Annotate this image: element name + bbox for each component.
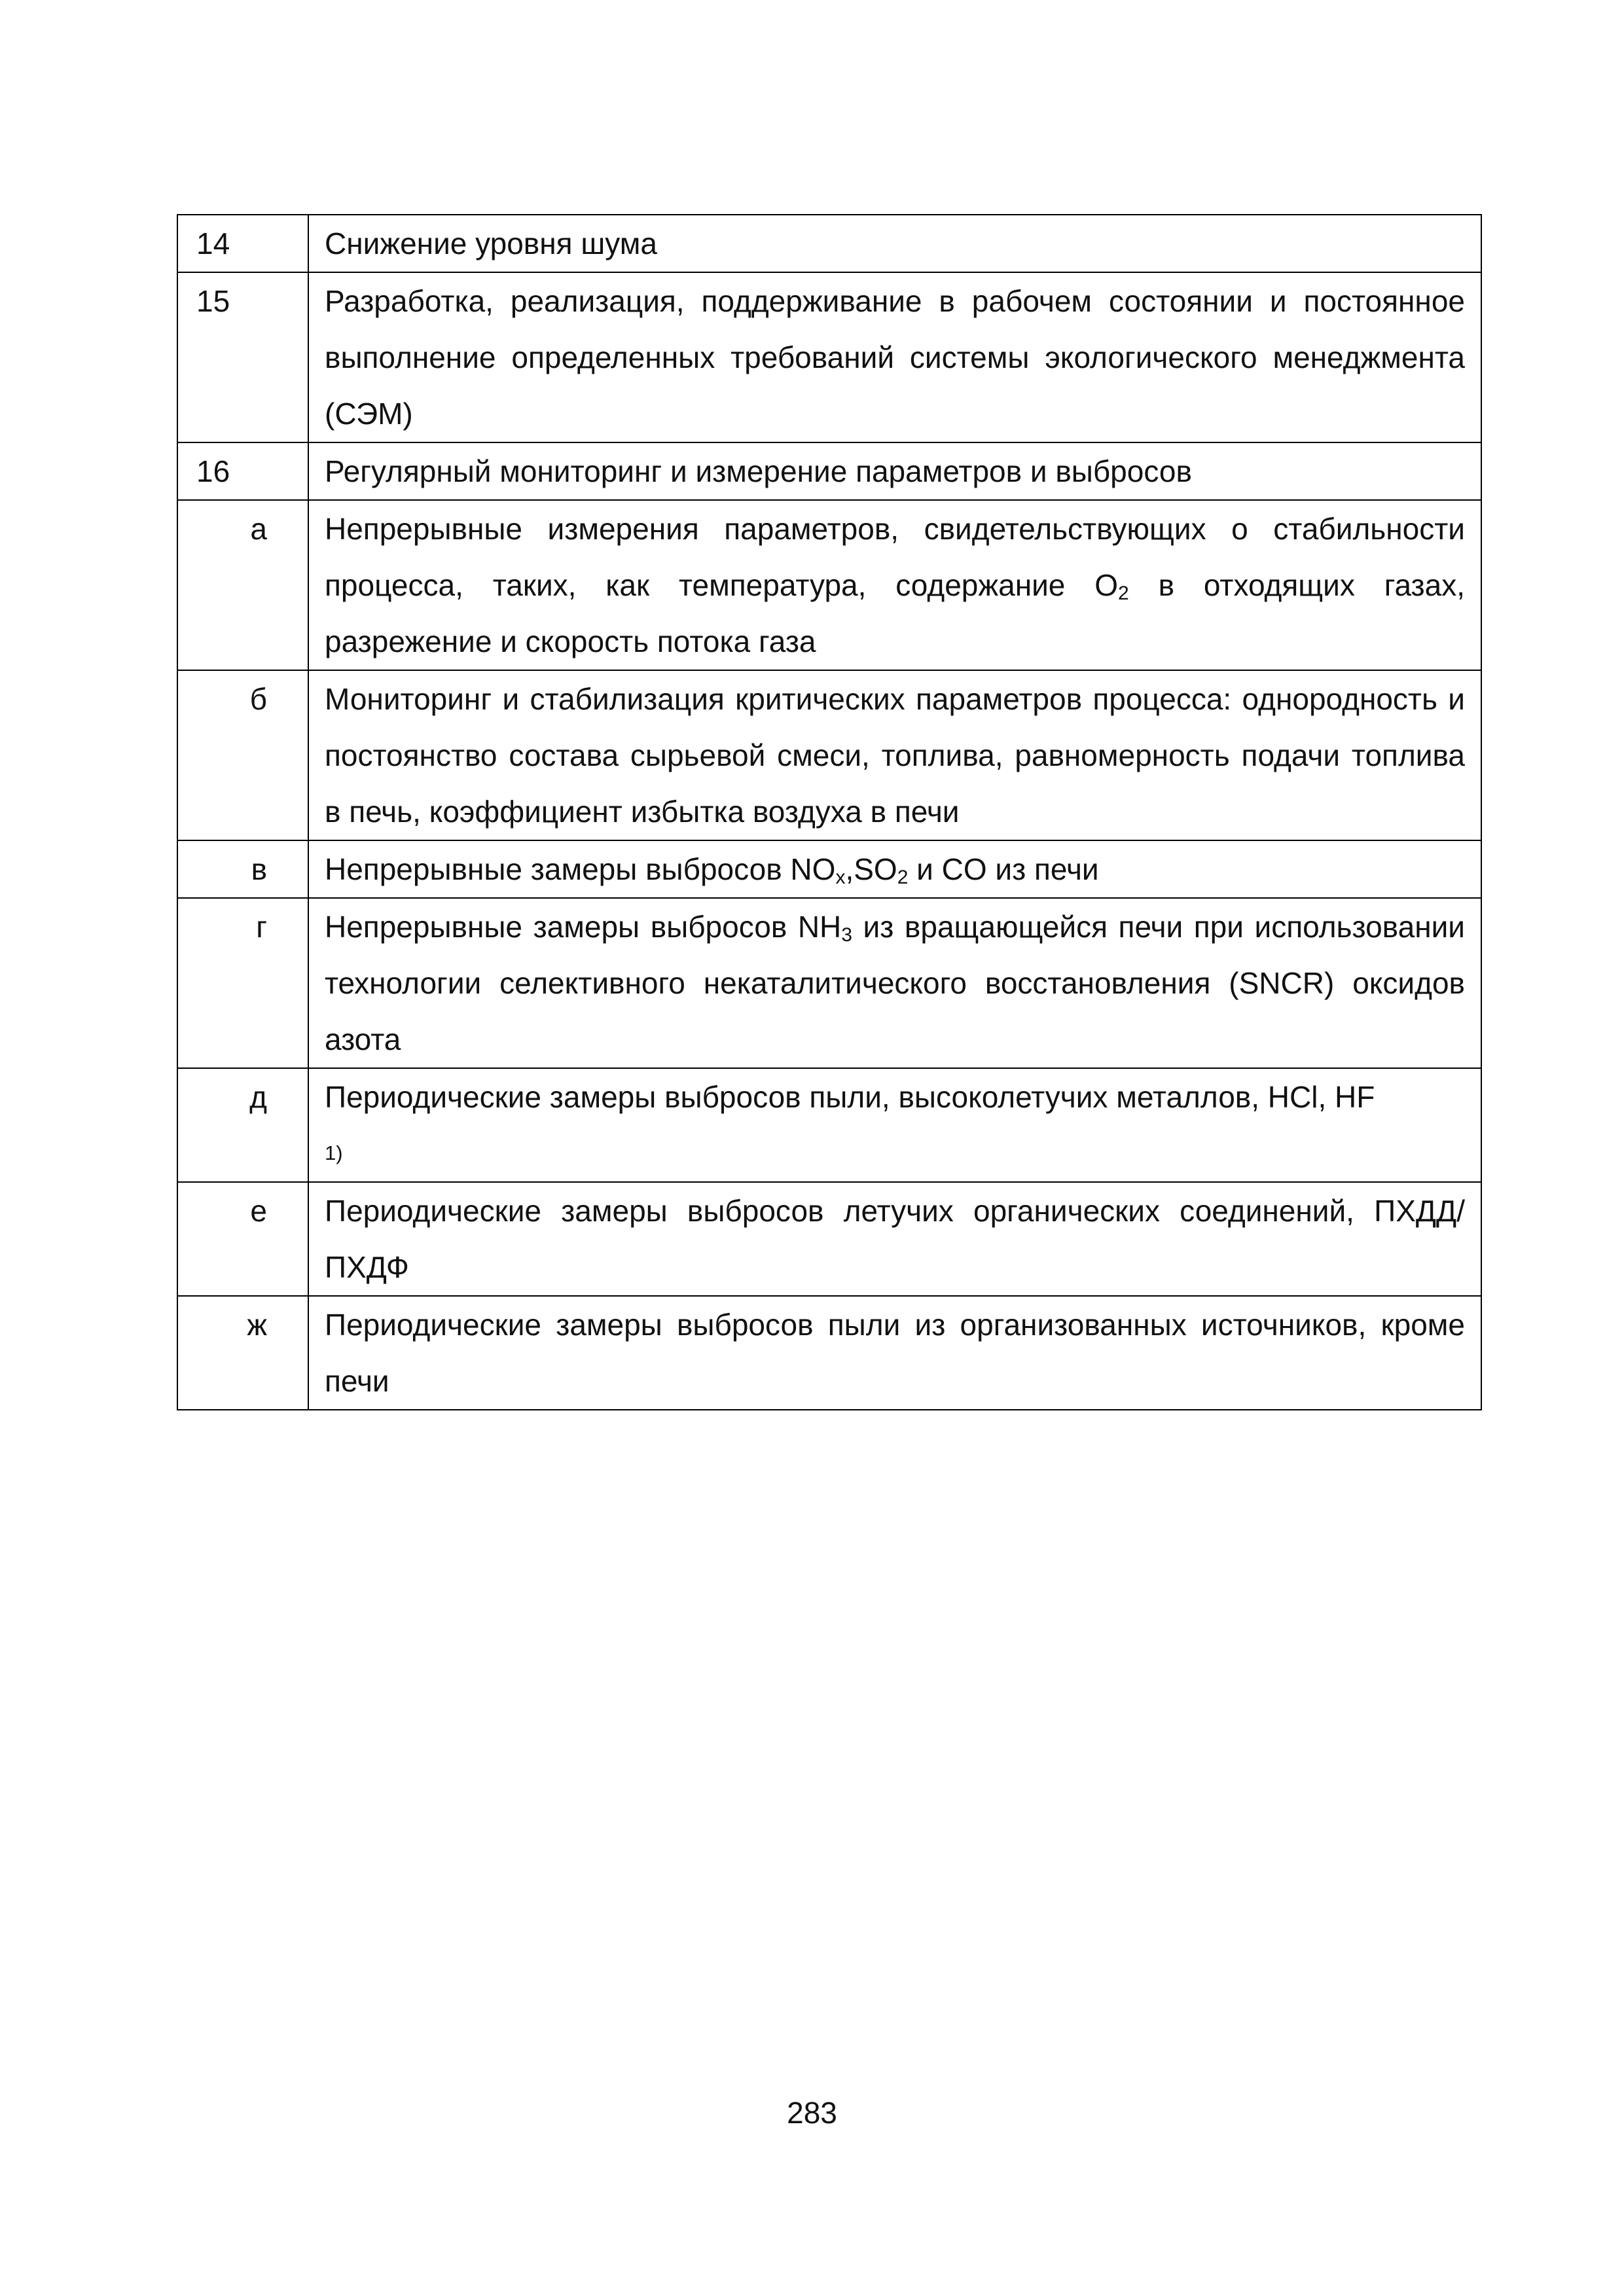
- table-row: [177, 272, 1481, 442]
- row-number: 16: [177, 442, 308, 500]
- text-part: в отходящих газах, разрежение и скорость потока газа: [325, 568, 1465, 658]
- table-row: [177, 670, 1481, 840]
- row-text: Снижение уровня шума: [308, 215, 1481, 272]
- row-number: 14: [177, 215, 308, 272]
- row-letter: а: [177, 500, 308, 670]
- text-part: Непрерывные замеры выбросов NO: [325, 852, 836, 886]
- row-text: [308, 1068, 1481, 1182]
- table-row: [177, 442, 1481, 500]
- row-letter: б: [177, 670, 308, 840]
- row-text: Регулярный мониторинг и измерение параметров и выбросов: [308, 442, 1481, 500]
- table-row: [177, 840, 1481, 898]
- measures-table: [177, 214, 1482, 1410]
- row-text: [308, 840, 1481, 898]
- row-letter: в: [177, 840, 308, 898]
- footnote-mark: 1): [325, 1141, 343, 1164]
- table-row: [177, 215, 1481, 272]
- subscript: 2: [1118, 583, 1129, 604]
- text-part: ,SO: [845, 852, 897, 886]
- row-letter: г: [177, 898, 308, 1068]
- table-row: [177, 1182, 1481, 1296]
- text-part: и CO из печи: [908, 852, 1099, 886]
- row-number: 15: [177, 272, 308, 442]
- subscript: 3: [841, 924, 852, 946]
- row-text: Периодические замеры выбросов летучих органических соединений, ПХДД/ПХДФ: [308, 1182, 1481, 1296]
- subscript: 2: [897, 867, 909, 888]
- row-text: Мониторинг и стабилизация критических параметров процесса: однородность и постоянство состава сырьевой смеси, топлива, равномерность подачи топлива в печь, коэффициент избытка воздуха в печи: [308, 670, 1481, 840]
- row-text: Периодические замеры выбросов пыли из организованных источников, кроме печи: [308, 1296, 1481, 1410]
- text-part: Периодические замеры выбросов пыли, высоколетучих металлов, HCl, HF: [325, 1080, 1375, 1114]
- page-number: 283: [787, 2096, 837, 2130]
- row-text: [308, 898, 1481, 1068]
- text-part: Непрерывные замеры выбросов NH: [325, 910, 842, 944]
- table-row: [177, 1068, 1481, 1182]
- row-text: Разработка, реализация, поддерживание в рабочем состоянии и постоянное выполнение определенных требований системы экологического менеджмента (СЭМ): [308, 272, 1481, 442]
- text-part: из вращающейся печи при использовании технологии селективного некаталитического восстановления (SNCR) оксидов азота: [325, 910, 1465, 1056]
- row-letter: д: [177, 1068, 308, 1182]
- row-letter: е: [177, 1182, 308, 1296]
- row-text: [308, 500, 1481, 670]
- table-row: [177, 500, 1481, 670]
- text-part: Непрерывные измерения параметров, свидетельствующих о стабильности процесса, таких, как температура, содержание O: [325, 512, 1465, 602]
- table-row: [177, 898, 1481, 1068]
- table-row: [177, 1296, 1481, 1410]
- subscript: x: [835, 867, 846, 888]
- row-letter: ж: [177, 1296, 308, 1410]
